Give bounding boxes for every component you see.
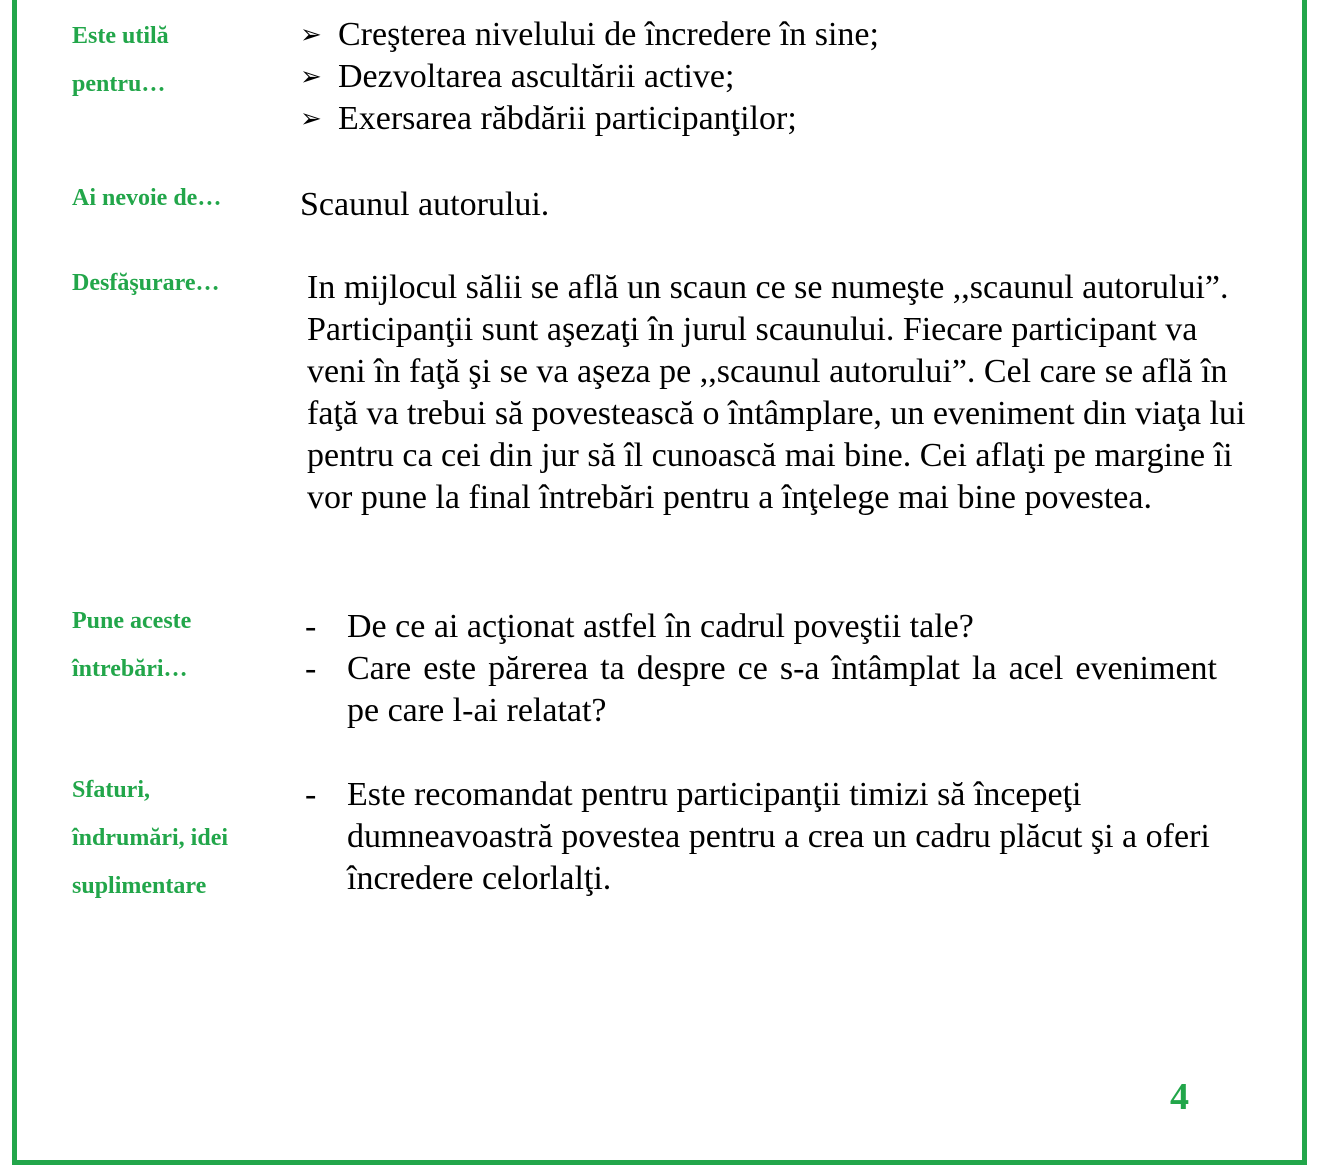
list-item-text: Dezvoltarea ascultării active; — [338, 58, 735, 95]
list-item — [305, 774, 1217, 900]
label-questions — [72, 597, 191, 693]
label-procedure: Desfăşurare… — [72, 270, 220, 296]
label-needs: Ai nevoie de… — [72, 185, 222, 211]
dash-bullet-icon: - — [305, 608, 317, 645]
list-item — [305, 648, 1217, 732]
arrow-bullet-icon: ➢ — [300, 104, 322, 133]
label-questions-line2: întrebări… — [72, 656, 188, 682]
label-utility — [72, 12, 169, 108]
dash-bullet-icon: - — [305, 650, 317, 687]
label-tips-line3: suplimentare — [72, 873, 207, 899]
dash-bullet-icon: - — [305, 776, 317, 813]
list-item-text: Exersarea răbdării participanţilor; — [338, 100, 797, 137]
utility-list — [300, 14, 879, 140]
list-item — [300, 98, 879, 140]
arrow-bullet-icon: ➢ — [300, 20, 322, 49]
label-utility-line2: pentru… — [72, 71, 166, 97]
procedure-text: In mijlocul sălii se află un scaun ce se numeşte ,,scaunul autorului”. Participanţii sunt aşezaţi în jurul scaunului. Fiecare participant va veni în faţă şi se va aşeza pe ,,scaunul autorului”. Cel care se află în faţă va trebui să povestească o întâmplare, un eveniment din viaţa lui pentru ca cei din jur să îl cunoască mai bine. Cei aflaţi pe margine îi vor pune la final întrebări pentru a înţelege mai bine povestea. — [307, 269, 1246, 516]
list-item-text: Care este părerea ta despre ce s-a întâmplat la acel eveniment pe care l-ai relatat? — [347, 650, 1217, 729]
tips-list — [305, 774, 1217, 900]
label-utility-line1: Este utilă — [72, 23, 169, 49]
page-number: 4 — [1170, 1076, 1189, 1118]
list-item-text: Creşterea nivelului de încredere în sine; — [338, 16, 879, 53]
label-tips — [72, 766, 228, 910]
needs-text: Scaunul autorului. — [300, 186, 550, 223]
label-tips-line2: îndrumări, idei — [72, 825, 229, 851]
label-questions-line1: Pune aceste — [72, 608, 192, 634]
list-item — [300, 56, 879, 98]
list-item-text: Este recomandat pentru participanţii timizi să începeţi dumneavoastră povestea pentru a crea un cadru plăcut şi a oferi încredere celorlalţi. — [347, 776, 1210, 897]
list-item — [300, 14, 879, 56]
list-item-text: De ce ai acţionat astfel în cadrul poveştii tale? — [347, 608, 974, 645]
questions-list — [305, 606, 1217, 732]
arrow-bullet-icon: ➢ — [300, 62, 322, 91]
label-tips-line1: Sfaturi, — [72, 777, 150, 803]
list-item — [305, 606, 1217, 648]
